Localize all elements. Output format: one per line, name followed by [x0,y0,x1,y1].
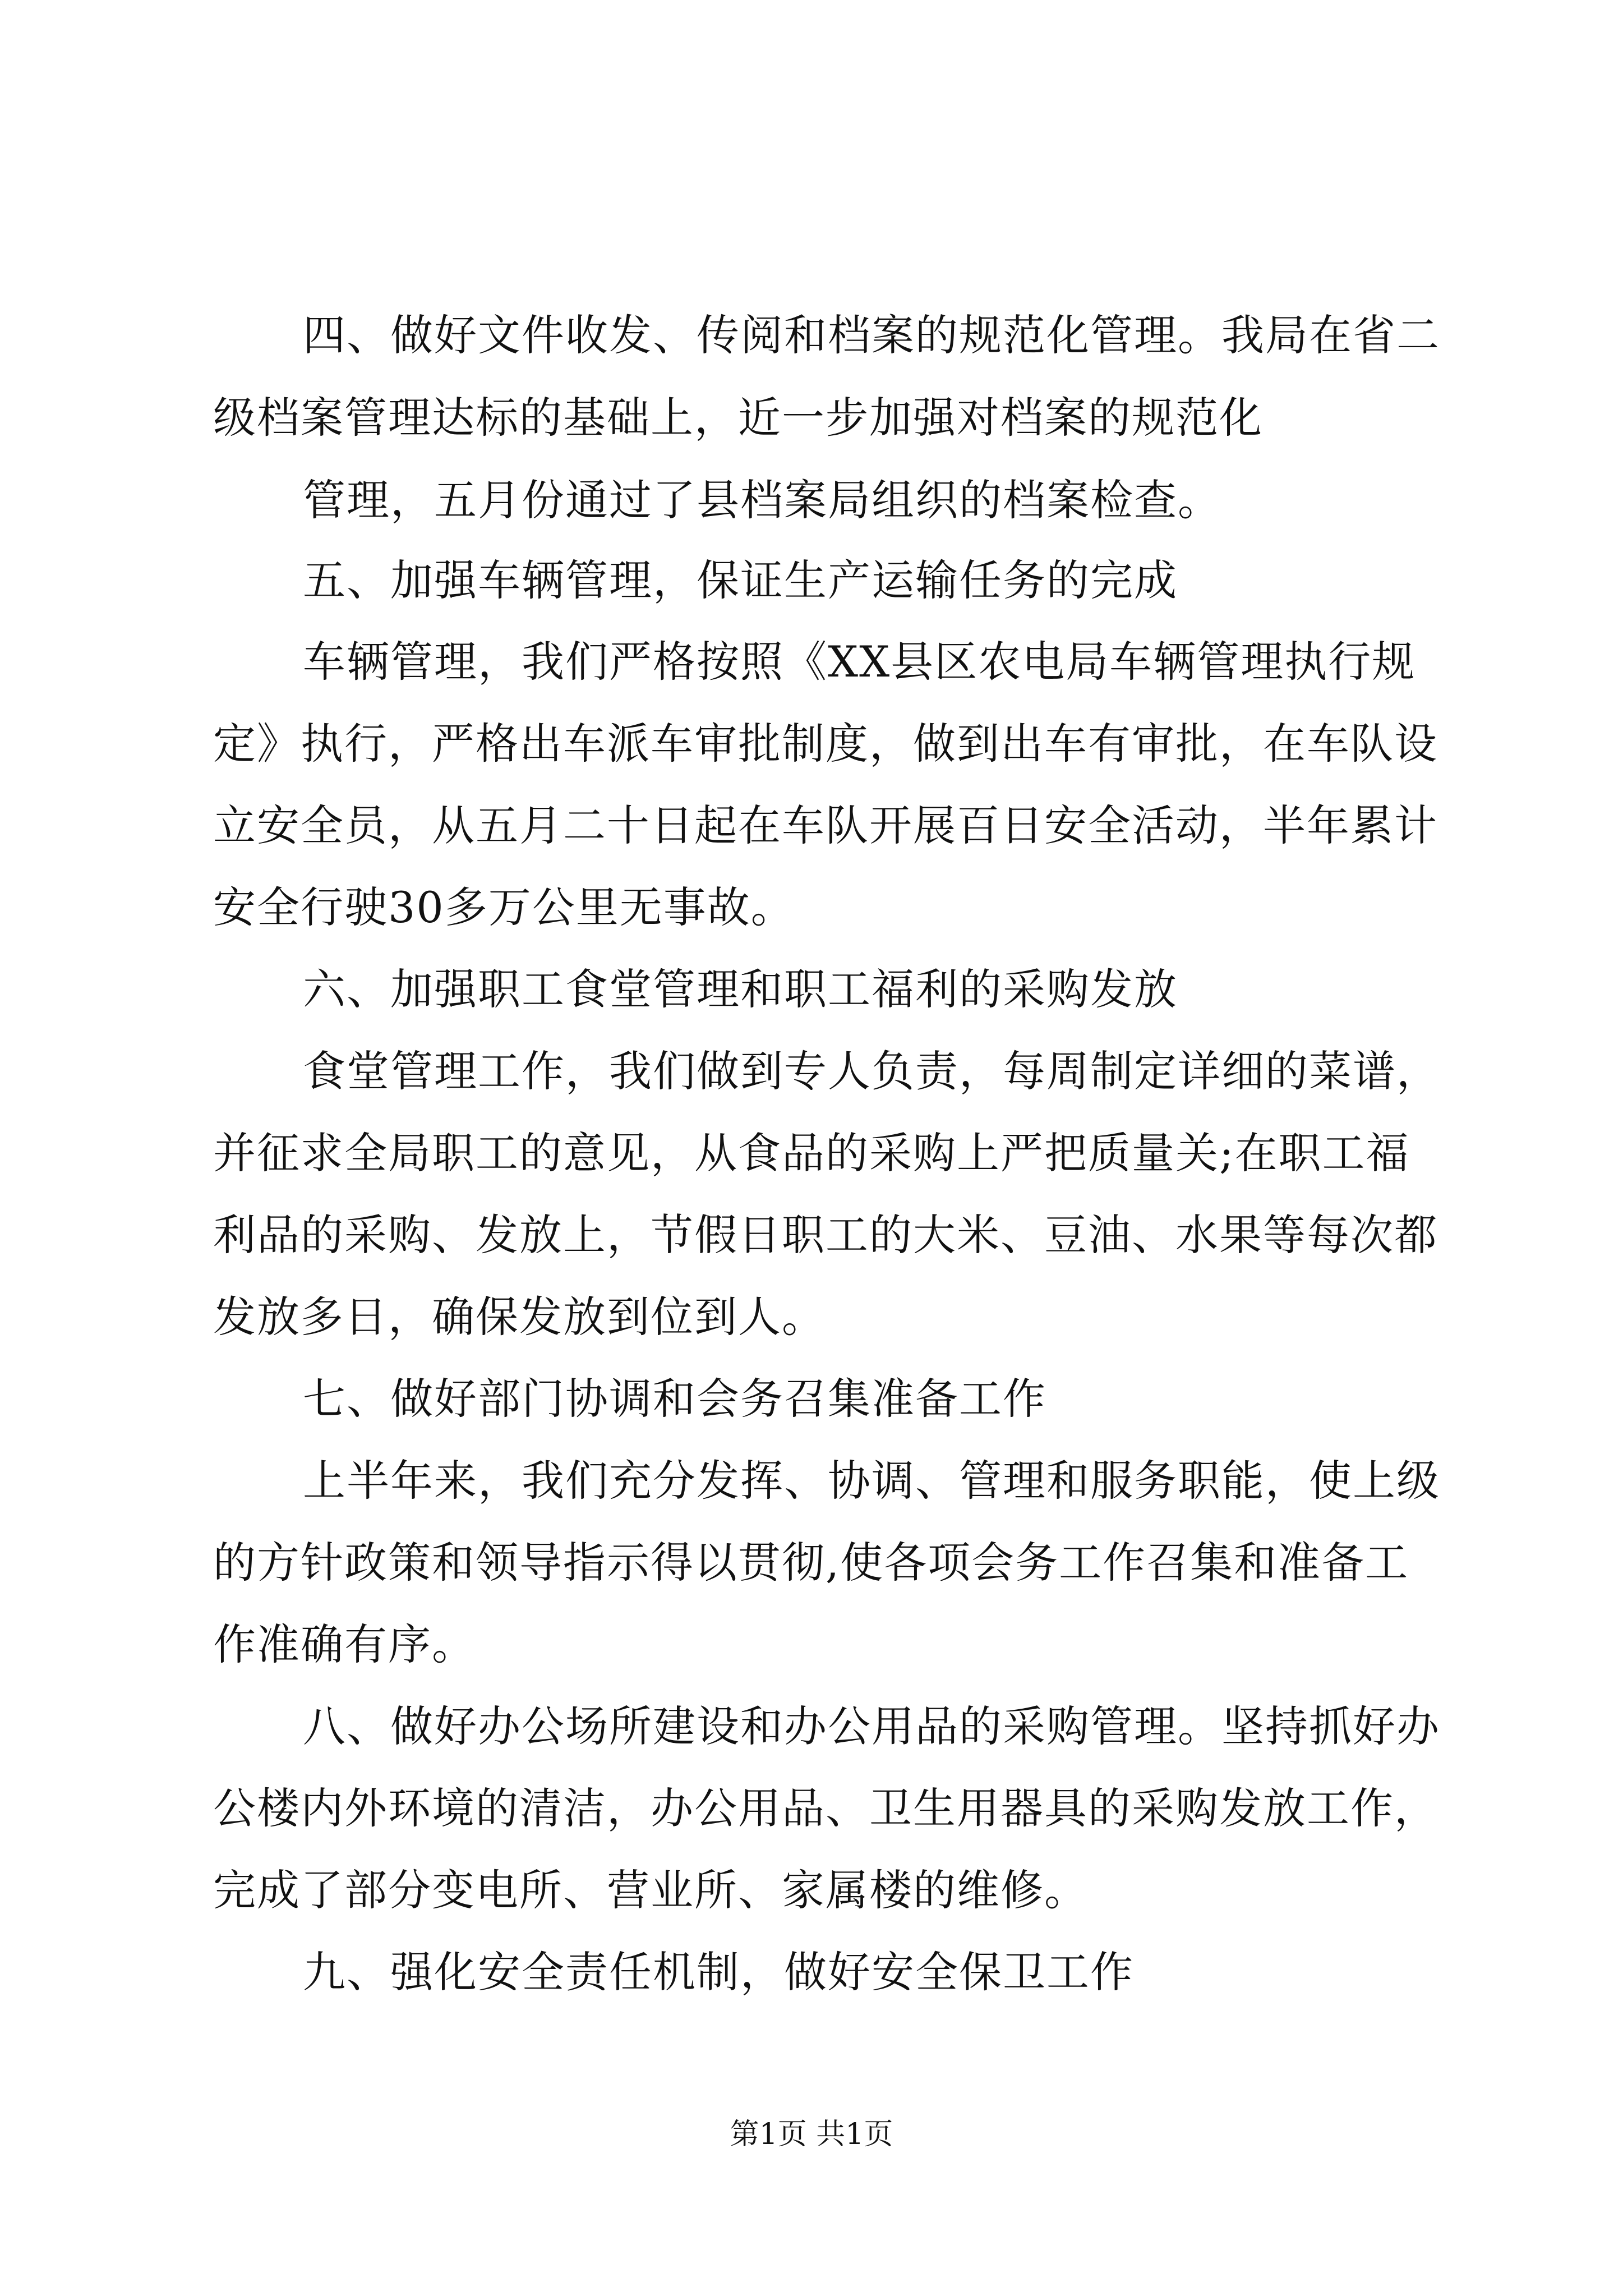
text-line: 食堂管理工作，我们做到专人负责，每周制定详细的菜谱， [303,1046,1440,1096]
section-heading: 六、加强职工食堂管理和职工福利的采购发放 [303,964,1178,1014]
section-heading: 五、加强车辆管理，保证生产运输任务的完成 [303,555,1178,605]
text-line: 四、做好文件收发、传阅和档案的规范化管理。我局在省二 [303,310,1440,360]
section-heading: 九、强化安全责任机制，做好安全保卫工作 [303,1947,1134,1997]
text-line: 完成了部分变电所、营业所、家属楼的维修。 [213,1865,1088,1915]
section-heading: 七、做好部门协调和会务召集准备工作 [303,1374,1046,1424]
text-line: 安全行驶30多万公里无事故。 [213,882,795,932]
text-line: 并征求全局职工的意见，从食品的采购上严把质量关;在职工福 [213,1128,1410,1178]
text-line: 车辆管理，我们严格按照《XX县区农电局车辆管理执行规 [303,637,1416,687]
text-line: 级档案管理达标的基础上，近一步加强对档案的规范化 [213,393,1263,443]
text-line: 发放多日，确保发放到位到人。 [213,1292,826,1342]
text-line: 利品的采购、发放上，节假日职工的大米、豆油、水果等每次都 [213,1210,1438,1260]
page-footer: 第1页 共1页 [730,2118,893,2151]
text-line: 定》执行，严格出车派车审批制度，做到出车有审批，在车队设 [213,719,1438,769]
text-line: 上半年来，我们充分发挥、协调、管理和服务职能，使上级 [303,1456,1440,1506]
text-line: 立安全员，从五月二十日起在车队开展百日安全活动，半年累计 [213,800,1438,850]
text-line: 公楼内外环境的清洁，办公用品、卫生用器具的采购发放工作， [213,1783,1438,1833]
section-heading: 八、做好办公场所建设和办公用品的采购管理。坚持抓好办 [303,1701,1440,1751]
text-line: 作准确有序。 [213,1619,476,1669]
text-line: 管理，五月份通过了县档案局组织的档案检查。 [303,475,1221,525]
text-line: 的方针政策和领导指示得以贯彻,使各项会务工作召集和准备工 [213,1538,1409,1588]
